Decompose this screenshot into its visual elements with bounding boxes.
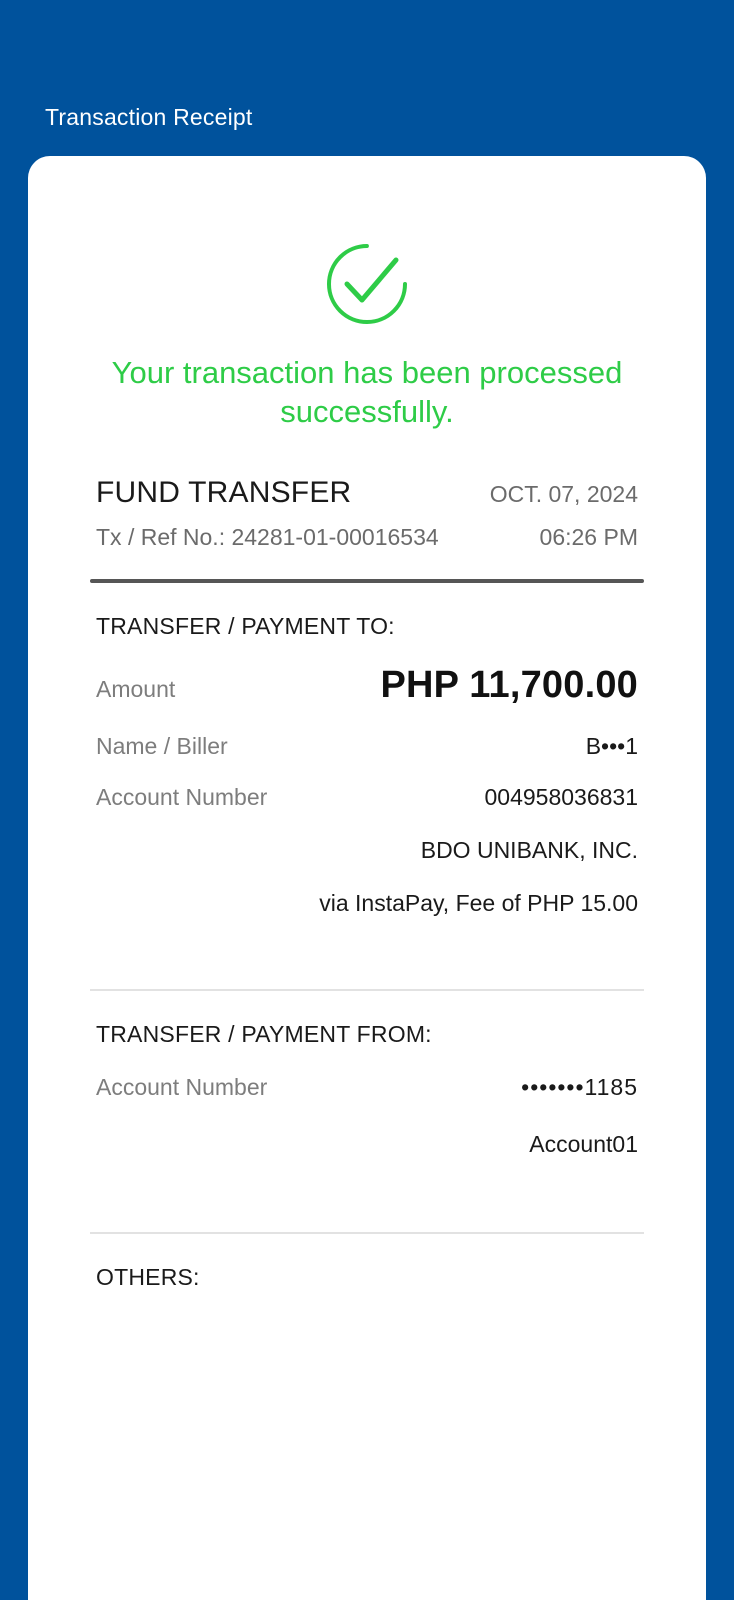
name-biller-row (28, 733, 706, 760)
from-account-label: Account Number (96, 1073, 268, 1100)
success-message: Your transaction has been processed successfully. (111, 355, 623, 429)
transaction-header (28, 476, 706, 510)
to-account-value: 004958036831 (484, 783, 638, 810)
amount-label: Amount (96, 675, 176, 702)
transaction-time: 06:26 PM (539, 523, 638, 550)
from-account-name: Account01 (529, 1130, 638, 1157)
others-section-label: OTHERS: (96, 1263, 200, 1290)
status-icon-wrap (28, 234, 706, 334)
transaction-subheader (28, 524, 706, 551)
receipt-card (28, 156, 706, 1600)
transfer-channel: via InstaPay, Fee of PHP 15.00 (319, 889, 638, 916)
amount-value: PHP 11,700.00 (380, 663, 638, 706)
transfer-from-section-label: TRANSFER / PAYMENT FROM: (96, 1020, 432, 1047)
name-biller-label: Name / Biller (96, 732, 228, 759)
transaction-reference: Tx / Ref No.: 24281-01-00016534 (96, 523, 439, 550)
to-account-label: Account Number (96, 783, 268, 810)
bank-name: BDO UNIBANK, INC. (420, 836, 638, 863)
transaction-date: OCT. 07, 2024 (489, 480, 638, 507)
amount-row (28, 664, 706, 707)
to-account-row (28, 784, 706, 811)
from-account-value: •••••••1185 (521, 1073, 638, 1100)
transfer-to-section-label: TRANSFER / PAYMENT TO: (96, 612, 395, 639)
spacer-from-section (28, 1158, 706, 1232)
spacer-to-section (28, 917, 706, 989)
from-account-row (28, 1074, 706, 1101)
transaction-type: FUND TRANSFER (96, 475, 352, 509)
check-circle-icon (317, 234, 417, 334)
name-biller-value: B•••1 (585, 732, 638, 759)
page-title: Transaction Receipt (45, 104, 253, 130)
